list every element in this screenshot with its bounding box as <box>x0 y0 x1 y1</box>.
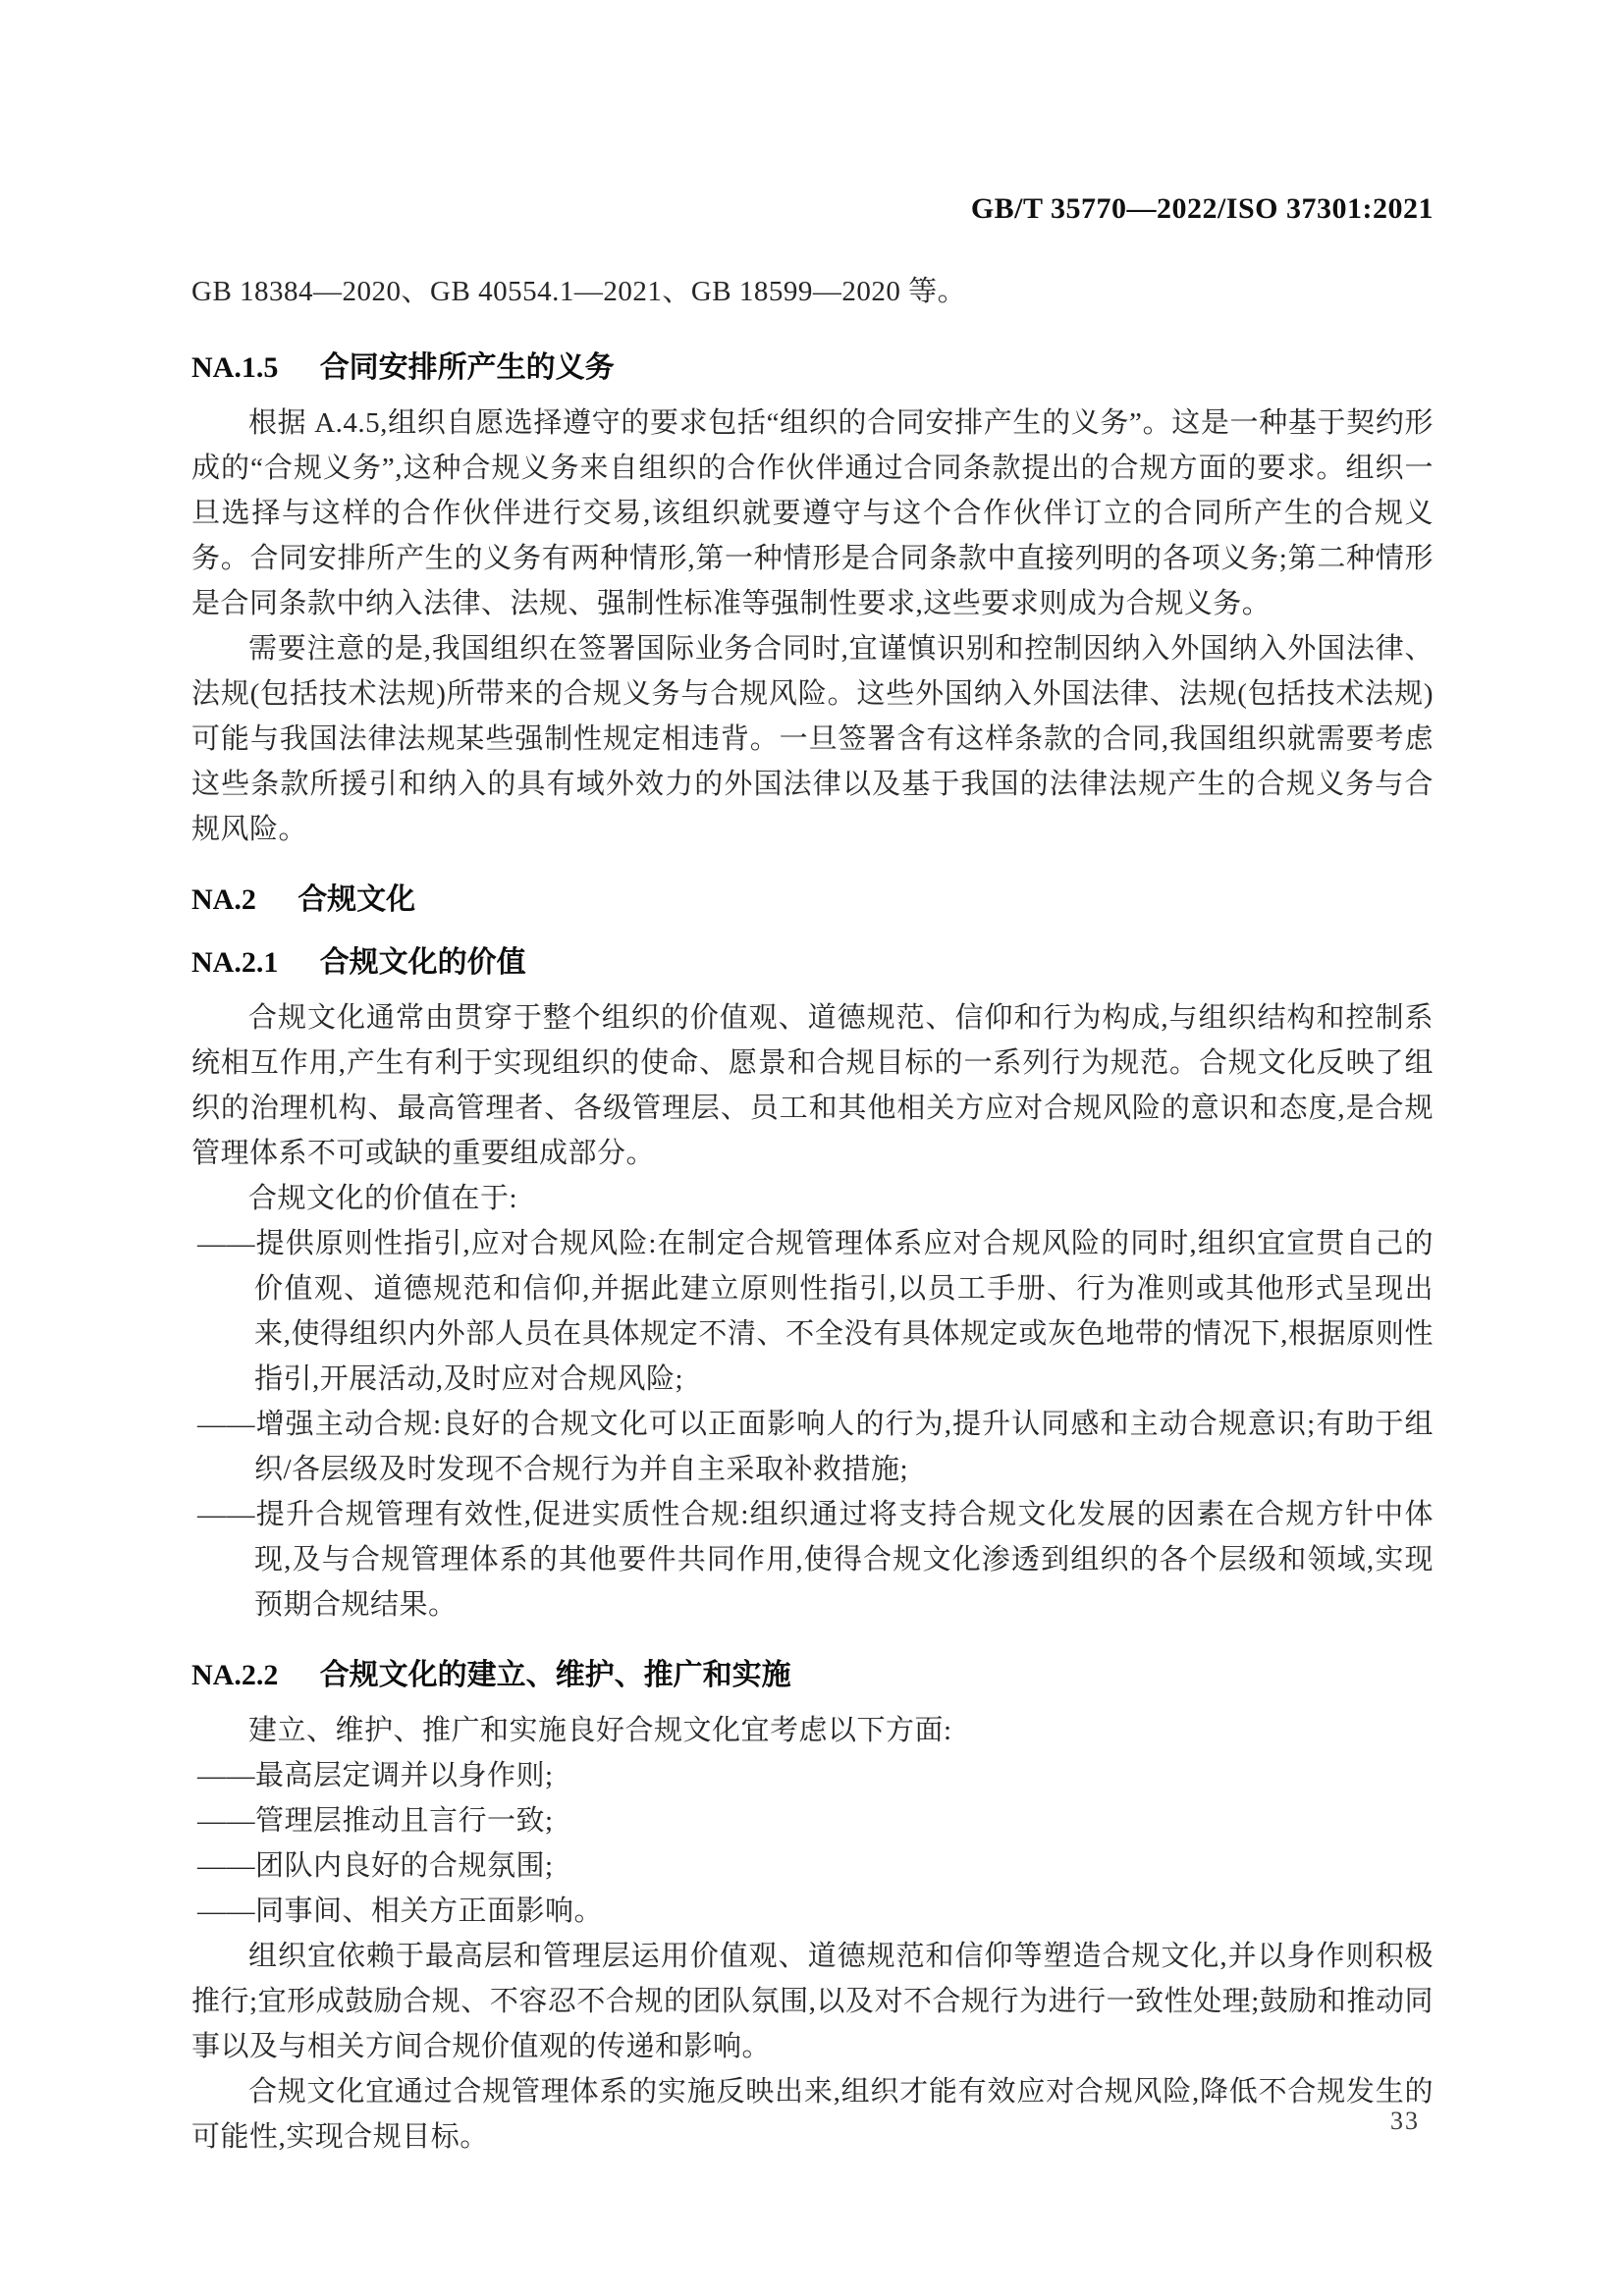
standard-code: GB/T 35770—2022/ISO 37301:2021 <box>970 192 1434 225</box>
list-item: ——提升合规管理有效性,促进实质性合规:组织通过将支持合规文化发展的因素在合规方针中体现,及与合规管理体系的其他要件共同作用,使得合规文化渗透到组织的各个层级和领域,实现预期合规结果。 <box>197 1499 1434 1621</box>
clause-number: NA.1.5 <box>191 351 279 384</box>
list-item: ——管理层推动且言行一致; <box>197 1805 554 1837</box>
list-item: ——增强主动合规:良好的合规文化可以正面影响人的行为,提升认同感和主动合规意识;有助于组织/各层级及时发现不合规行为并自主采取补救措施; <box>197 1409 1434 1485</box>
heading-na-2-1 <box>191 944 1434 982</box>
clause-title: 合同安排所产生的义务 <box>319 351 615 384</box>
list-item: ——提供原则性指引,应对合规风险:在制定合规管理体系应对合规风险的同时,组织宜宣贯自己的价值观、道德规范和信仰,并据此建立原则性指引,以员工手册、行为准则或其他形式呈现出来,使得组织内外部人员在具体规定不清、不全没有具体规定或灰色地带的情况下,根据原则性指引,开展活动,及时应对合规风险; <box>197 1228 1434 1395</box>
aspect-dash-list <box>191 1753 1434 1934</box>
list-item: ——同事间、相关方正面影响。 <box>197 1896 604 1927</box>
paragraph: 需要注意的是,我国组织在签署国际业务合同时,宜谨慎识别和控制因纳入外国纳入外国法律、法规(包括技术法规)所带来的合规义务与合规风险。这些外国纳入外国法律、法规(包括技术法规)可能与我国法律法规某些强制性规定相违背。一旦签署含有这样条款的合同,我国组织就需要考虑这些条款所援引和纳入的具有域外效力的外国法律以及基于我国的法律法规产生的合规义务与合规风险。 <box>191 633 1434 845</box>
referenced-standards-line: GB 18384—2020、GB 40554.1—2021、GB 18599—2020 等。 <box>191 276 967 307</box>
paragraph: 合规文化宜通过合规管理体系的实施反映出来,组织才能有效应对合规风险,降低不合规发生的可能性,实现合规目标。 <box>191 2076 1434 2153</box>
clause-title: 合规文化的建立、维护、推广和实施 <box>319 1659 791 1691</box>
lead-line: 建立、维护、推广和实施良好合规文化宜考虑以下方面: <box>248 1715 952 1746</box>
paragraph: 根据 A.4.5,组织自愿选择遵守的要求包括“组织的合同安排产生的义务”。这是一种基于契约形成的“合规义务”,这种合规义务来自组织的合作伙伴通过合同条款提出的合规方面的要求。组织一旦选择与这样的合作伙伴进行交易,该组织就要遵守与这个合作伙伴订立的合同所产生的合规义务。合同安排所产生的义务有两种情形,第一种情形是合同条款中直接列明的各项义务;第二种情形是合同条款中纳入法律、法规、强制性标准等强制性要求,这些要求则成为合规义务。 <box>191 407 1434 619</box>
page-number: 33 <box>1390 2107 1420 2135</box>
clause-title: 合规文化 <box>298 883 416 916</box>
heading-na-2-2 <box>191 1657 1434 1694</box>
page-header <box>191 0 1434 226</box>
paragraph: 合规文化通常由贯穿于整个组织的价值观、道德规范、信仰和行为构成,与组织结构和控制系统相互作用,产生有利于实现组织的使命、愿景和合规目标的一系列行为规范。合规文化反映了组织的治理机构、最高管理者、各级管理层、员工和其他相关方应对合规风险的意识和态度,是合规管理体系不可或缺的重要组成部分。 <box>191 1002 1434 1169</box>
list-item: ——最高层定调并以身作则; <box>197 1760 554 1791</box>
list-item: ——团队内良好的合规氛围; <box>197 1850 554 1882</box>
clause-title: 合规文化的价值 <box>319 946 526 979</box>
value-bullet-list <box>191 1221 1434 1628</box>
clause-number: NA.2 <box>191 883 256 916</box>
paragraph: 组织宜依赖于最高层和管理层运用价值观、道德规范和信仰等塑造合规文化,并以身作则积极推行;宜形成鼓励合规、不容忍不合规的团队氛围,以及对不合规行为进行一致性处理;鼓励和推动同事以及与相关方间合规价值观的传递和影响。 <box>191 1941 1434 2062</box>
heading-na-1-5 <box>191 349 1434 387</box>
clause-number: NA.2.2 <box>191 1659 279 1691</box>
lead-line: 合规文化的价值在于: <box>248 1183 518 1214</box>
clause-number: NA.2.1 <box>191 946 279 979</box>
heading-na-2 <box>191 881 1434 919</box>
page-content <box>191 0 1434 2160</box>
